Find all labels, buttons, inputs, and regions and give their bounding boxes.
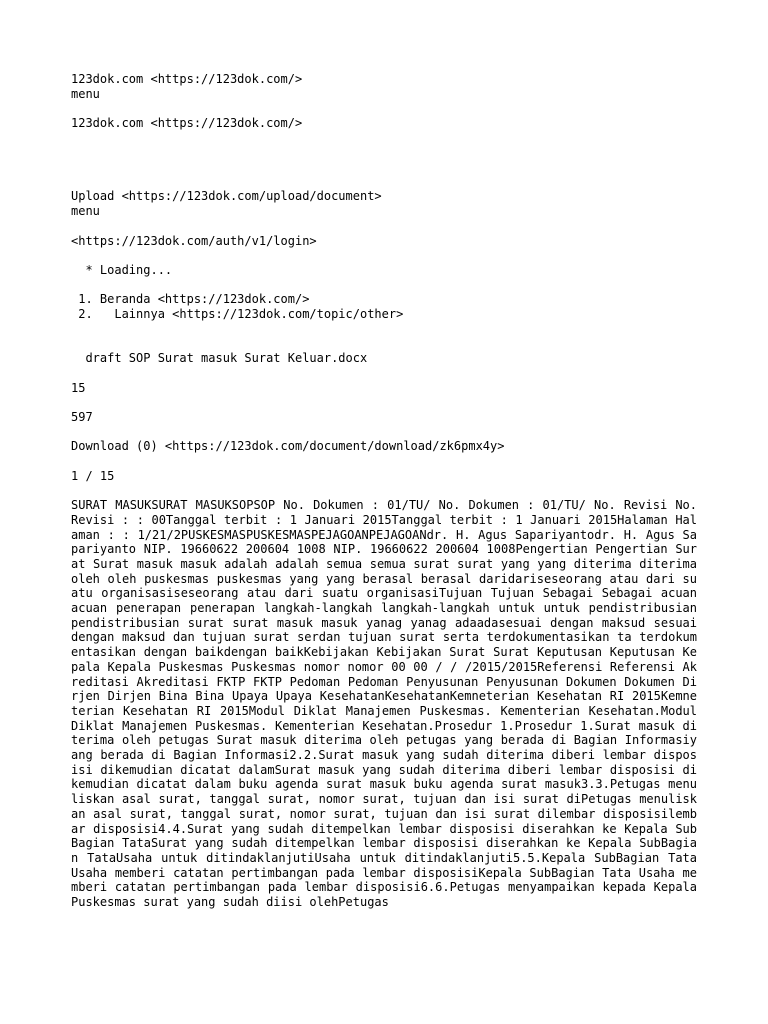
loading-indicator: * Loading... [71,262,173,277]
spacer [71,483,701,498]
logo-link-secondary[interactable]: 123dok.com <https://123dok.com/> [71,116,303,131]
spacer [71,336,701,351]
page-count: 15 [71,380,86,395]
spacer [71,248,701,263]
spacer [71,131,701,175]
spacer [71,366,701,381]
spacer [71,395,701,410]
breadcrumb-item-beranda[interactable]: 1. Beranda <https://123dok.com/> [71,292,310,307]
menu-button-secondary[interactable]: menu [71,204,100,219]
login-link[interactable]: <https://123dok.com/auth/v1/login> [71,233,317,248]
spacer [71,175,701,190]
spacer [71,322,701,337]
spacer [71,278,701,293]
page-content [71,72,701,910]
spacer [71,101,701,116]
download-link[interactable]: Download (0) <https://123dok.com/document/download/zk6pmx4y> [71,439,505,454]
spacer [71,454,701,469]
spacer [71,219,701,234]
document-body-text: SURAT MASUKSURAT MASUKSOPSOP No. Dokumen : 01/TU/ No. Dokumen : 01/TU/ No. Revisi No. Revisi : : 00Tanggal terbit : 1 Januari 2015Tanggal terbit : 1 Januari 2015Halaman Halaman : : 1/21/2PUSKESMASPUSKESMASPEJAGOANPEJAGOANdr. H. Agus Sapariyantodr. H. Agus Sapariyanto NIP. 19660622 200604 1008 NIP. 19660622 200604 1008Pengertian Pengertian Surat Surat masuk masuk adalah adalah semua semua surat surat yang yang diterima diterima oleh oleh puskesmas puskesmas yang yang berasal berasal daridariseseorang atau dari suatu organisasiseseorang atau dari suatu organisasiTujuan Tujuan Sebagai Sebagai acuan acuan penerapan penerapan langkah-langkah langkah-langkah untuk untuk pendistribusian pendistribusian surat surat masuk masuk yanag yanag adaadasesuai dengan maksud sesuai dengan maksud dan tujuan surat serdan tujuan surat serta terdokumentasikan ta terdokumentasikan dengan baikdengan baikKebijakan Kebijakan Surat Surat Keputusan Keputusan Kepala Kepala Puskesmas Puskesmas nomor nomor 00 00 / / /2015/2015Referensi Referensi Akreditasi Akreditasi FKTP FKTP Pedoman Pedoman Penyusunan Penyusunan Dokumen Dokumen Dirjen Dirjen Bina Bina Upaya Upaya KesehatanKesehatanKemneterian Kesehatan RI 2015Kemneterian Kesehatan RI 2015Modul Diklat Manajemen Puskesmas. Kementerian Kesehatan.Modul Diklat Manajemen Puskesmas. Kementerian Kesehatan.Prosedur 1.Prosedur 1.Surat masuk diterima oleh petugas Surat masuk diterima oleh petugas yang berada di Bagian Informasiyang berada di Bagian Informasi2.2.Surat masuk yang sudah diterima diberi lembar disposisi dikemudian dicatat dalamSurat masuk yang sudah diterima diberi lembar disposisi dikemudian dicatat dalam buku agenda surat masuk buku agenda surat masuk3.3.Petugas menuliskan asal surat, tanggal surat, nomor surat, tujuan dan isi surat diPetugas menuliskan asal surat, tanggal surat, nomor surat, tujuan dan isi surat dilembar disposisilembar disposisi4.4.Surat yang sudah ditempelkan lembar disposisi diserahkan ke Kepala SubBagian TataSurat yang sudah ditempelkan lembar disposisi diserahkan ke Kepala SubBagian TataUsaha untuk ditindaklanjutiUsaha untuk ditindaklanjuti5.5.Kepala SubBagian Tata Usaha memberi catatan pertimbangan pada lembar disposisiKepala SubBagian Tata Usaha memberi catatan pertimbangan pada lembar disposisi6.6.Petugas menyampaikan kepada Kepala Puskesmas surat yang sudah diisi olehPetugas [71,498,697,910]
spacer [71,425,701,440]
page-indicator: 1 / 15 [71,468,115,483]
upload-link[interactable]: Upload <https://123dok.com/upload/document> [71,189,382,204]
breadcrumb [71,292,701,321]
document-title: draft SOP Surat masuk Surat Keluar.docx [71,351,368,366]
logo-link[interactable]: 123dok.com <https://123dok.com/> [71,72,303,86]
breadcrumb-item-lainnya[interactable]: 2. Lainnya <https://123dok.com/topic/other> [71,307,404,322]
view-count: 597 [71,409,93,424]
menu-button[interactable]: menu [71,86,100,101]
